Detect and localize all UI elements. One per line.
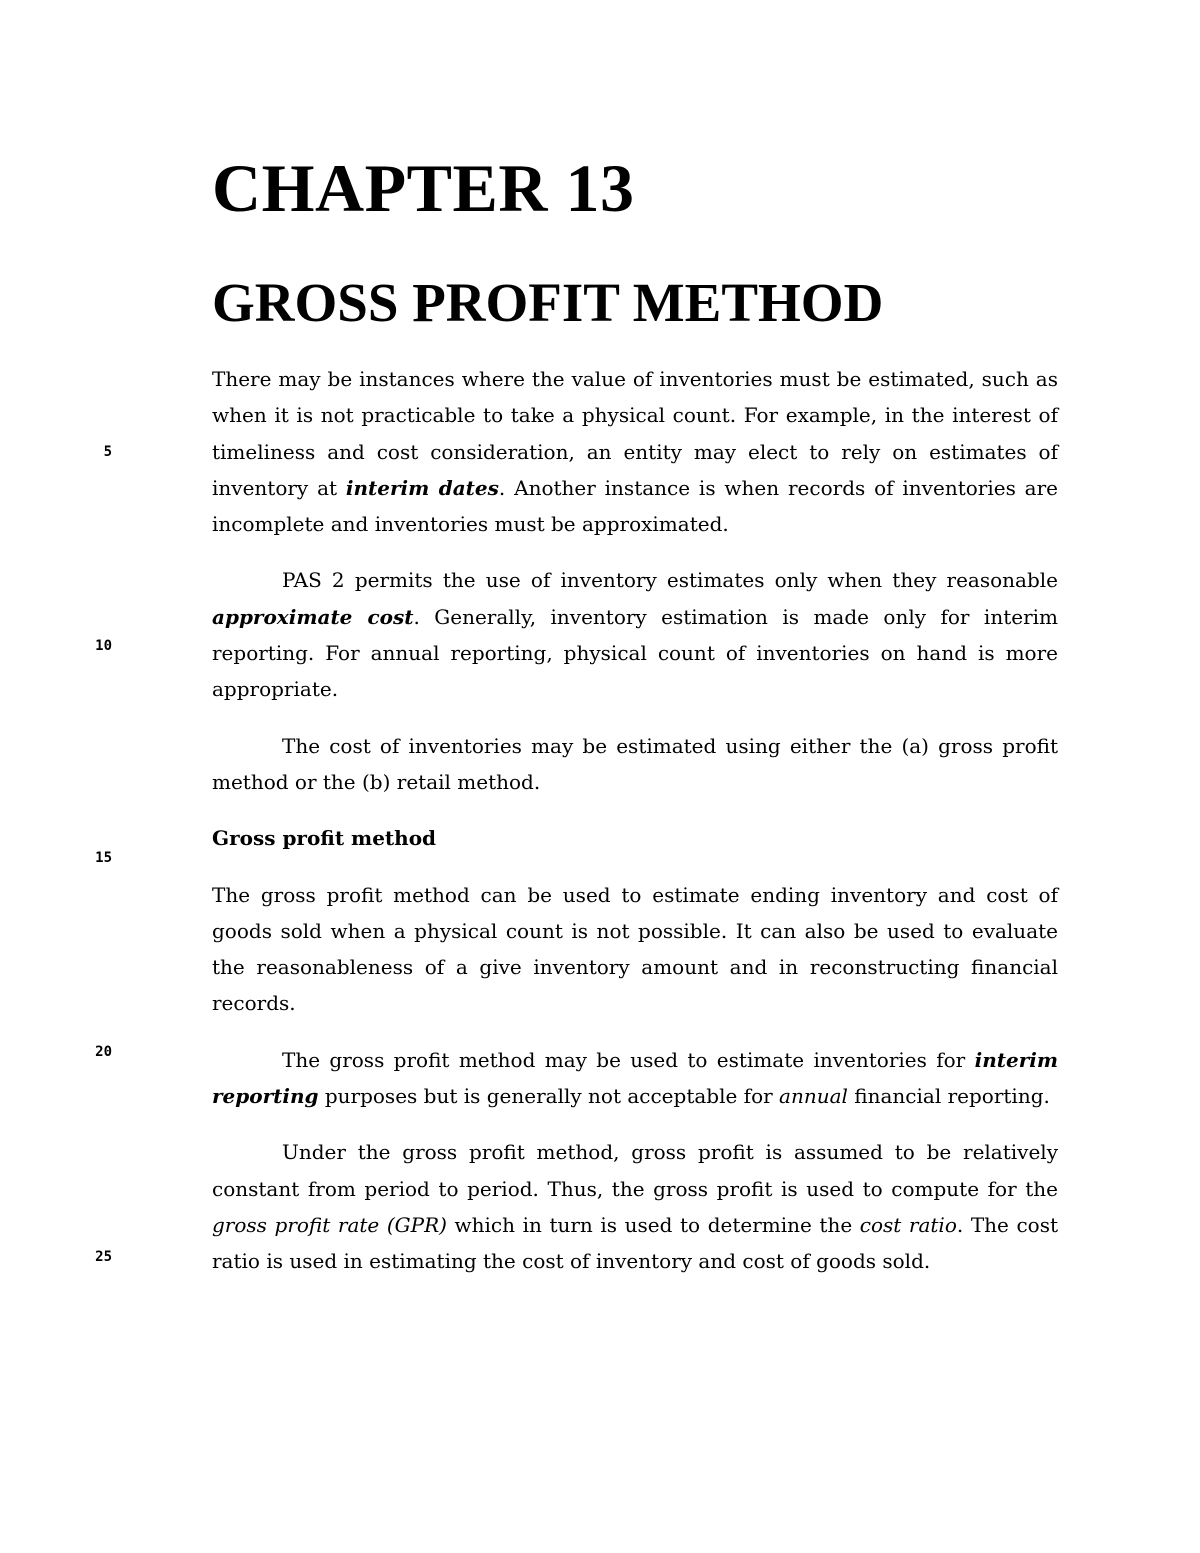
emphasis-text: annual bbox=[779, 1084, 848, 1109]
line-number: 25 bbox=[95, 1249, 112, 1265]
emphasis-text: gross profit rate (GPR) bbox=[212, 1212, 447, 1237]
emphasis-text: interim dates bbox=[345, 475, 499, 500]
paragraph: The gross profit method can be used to estimate ending inventory and cost of goods sold when a physical count is not possible. It can also be used to evaluate the reasonableness of a give inventory amount and in reconstructing financial records. bbox=[212, 882, 1058, 1016]
subheading: Gross profit method bbox=[212, 826, 437, 851]
text-run: purposes but is generally not acceptable for bbox=[318, 1084, 780, 1109]
text-run: . Another instance is when records of inventories are incomplete and inventories must be approximated. bbox=[212, 475, 1059, 537]
line-number: 5 bbox=[103, 444, 112, 460]
emphasis-text: approximate cost bbox=[212, 604, 414, 629]
chapter-title: CHAPTER 13 bbox=[212, 150, 635, 226]
text-run: There may be instances where the value of inventories must be estimated, such as when it is not practicable to take a physical count. For example, in the interest of timeliness and cost consideration, an entity may elect to rely on estimates of inventory at bbox=[212, 367, 1058, 500]
emphasis-text: cost ratio bbox=[859, 1212, 957, 1237]
text-run: . The cost ratio is used in estimating the cost of inventory and cost of goods sold. bbox=[212, 1212, 1059, 1274]
paragraph bbox=[212, 361, 1058, 542]
emphasis-text: interim reporting bbox=[212, 1047, 1058, 1109]
line-number: 15 bbox=[95, 850, 112, 866]
body-text bbox=[212, 361, 1058, 1300]
paragraph bbox=[212, 562, 1058, 707]
section-title: GROSS PROFIT METHOD bbox=[212, 272, 884, 333]
text-run: The gross profit method may be used to estimate inventories for bbox=[282, 1047, 975, 1072]
paragraph bbox=[212, 1042, 1058, 1115]
paragraph: The cost of inventories may be estimated using either the (a) gross profit method or the (b) retail method. bbox=[212, 733, 1058, 794]
text-run: which in turn is used to determine the bbox=[446, 1212, 860, 1237]
text-run: . Generally, inventory estimation is made only for interim reporting. For annual reporting, physical count of inventories on hand is more appropriate. bbox=[212, 604, 1058, 702]
text-run: PAS 2 permits the use of inventory estimates only when they reasonable bbox=[282, 568, 1058, 593]
line-number: 20 bbox=[95, 1044, 112, 1060]
text-run: financial reporting. bbox=[847, 1084, 1050, 1109]
line-number: 10 bbox=[95, 638, 112, 654]
text-run: Under the gross profit method, gross profit is assumed to be relatively constant from period to period. Thus, the gross profit is used to compute for the bbox=[212, 1140, 1058, 1201]
paragraph bbox=[212, 1134, 1058, 1279]
